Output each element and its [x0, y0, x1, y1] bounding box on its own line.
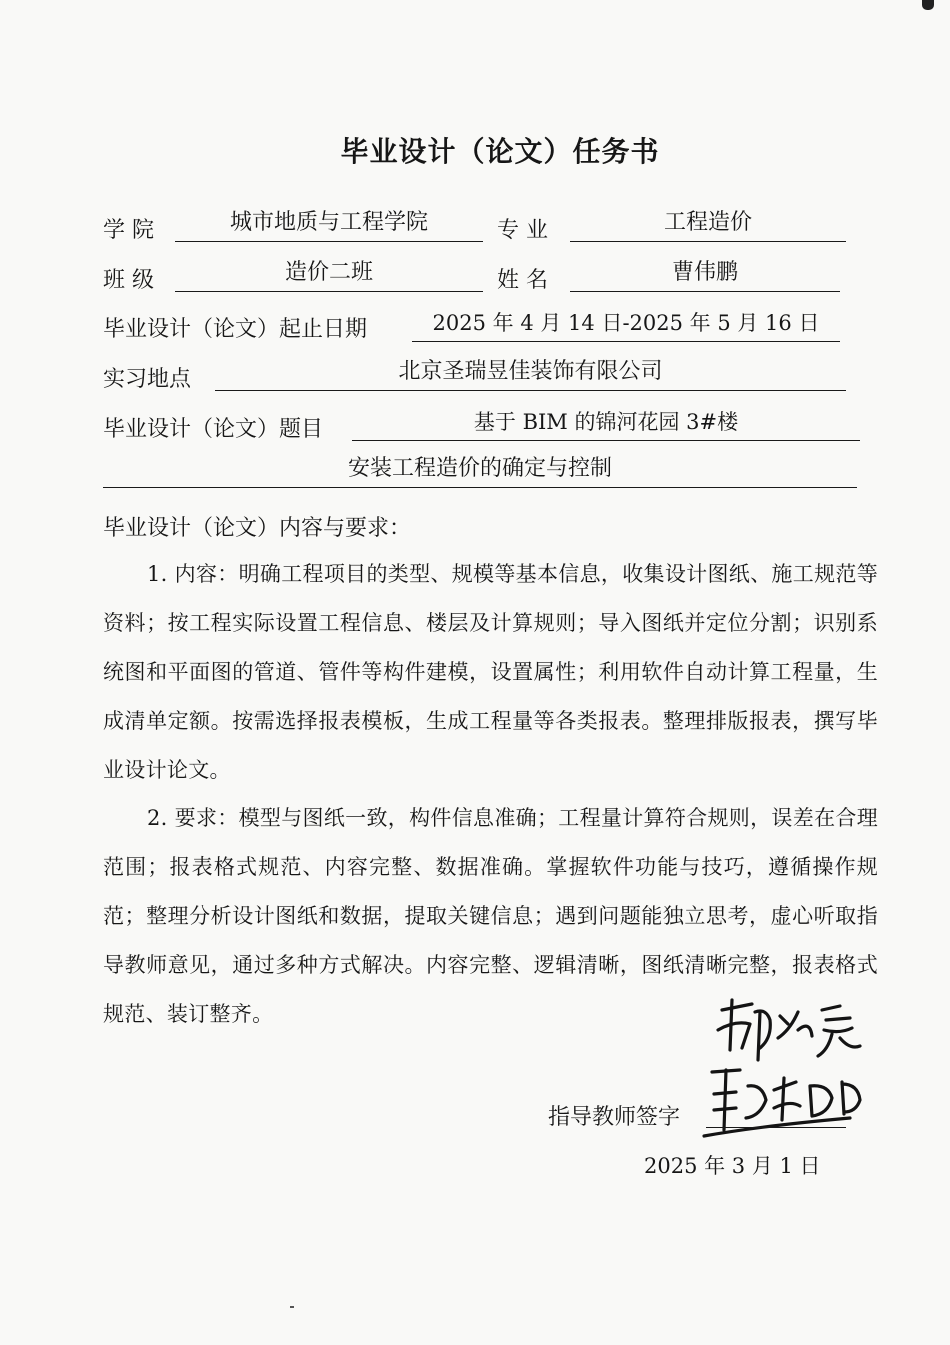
name-label: 姓 名 — [497, 268, 548, 293]
college-label: 学 院 — [103, 218, 154, 243]
date-value: 2025 年 4 月 14 日-2025 年 5 月 16 日 — [412, 305, 840, 342]
advisor-signature-label: 指导教师签字 — [548, 1105, 681, 1130]
major-value: 工程造价 — [570, 205, 846, 242]
document-title: 毕业设计（论文）任务书 — [340, 135, 660, 168]
topic-line-2: 安装工程造价的确定与控制 — [103, 451, 857, 488]
class-label: 班 级 — [103, 268, 154, 293]
major-label: 专 业 — [497, 218, 548, 243]
signature-underline — [706, 1127, 846, 1128]
topic-label: 毕业设计（论文）题目 — [103, 417, 324, 442]
college-value: 城市地质与工程学院 — [175, 205, 483, 242]
scan-speck — [290, 1306, 294, 1308]
content-requirements-heading: 毕业设计（论文）内容与要求： — [103, 516, 412, 541]
class-value: 造价二班 — [175, 255, 483, 292]
name-value: 曹伟鹏 — [570, 255, 840, 292]
signature-date: 2025 年 3 月 1 日 — [644, 1154, 821, 1178]
topic-line-1: 基于 BIM 的锦河花园 3#楼 — [352, 404, 860, 441]
handwritten-signature — [700, 990, 875, 1140]
date-label: 毕业设计（论文）起止日期 — [103, 317, 368, 342]
requirements-paragraph: 2. 要求：模型与图纸一致，构件信息准确；工程量计算符合规则，误差在合理范围；报表格式规范、内容完整、数据准确。掌握软件功能与技巧，遵循操作规范；整理分析设计图纸和数据，提取关键信息；遇到问题能独立思考，虚心听取指导教师意见，通过多种方式解决。内容完整、逻辑清晰，图纸清晰完整，报表格式规范、装订整齐。 — [103, 806, 878, 1026]
site-value: 北京圣瑞昱佳装饰有限公司 — [215, 354, 846, 391]
site-label: 实习地点 — [103, 367, 192, 392]
scan-corner-mark — [922, 0, 934, 10]
content-paragraph: 1. 内容：明确工程项目的类型、规模等基本信息，收集设计图纸、施工规范等资料；按工程实际设置工程信息、楼层及计算规则；导入图纸并定位分割；识别系统图和平面图的管道、管件等构件建模，设置属性；利用软件自动计算工程量，生成清单定额。按需选择报表模板，生成工程量等各类报表。整理排版报表，撰写毕业设计论文。 — [103, 562, 878, 782]
